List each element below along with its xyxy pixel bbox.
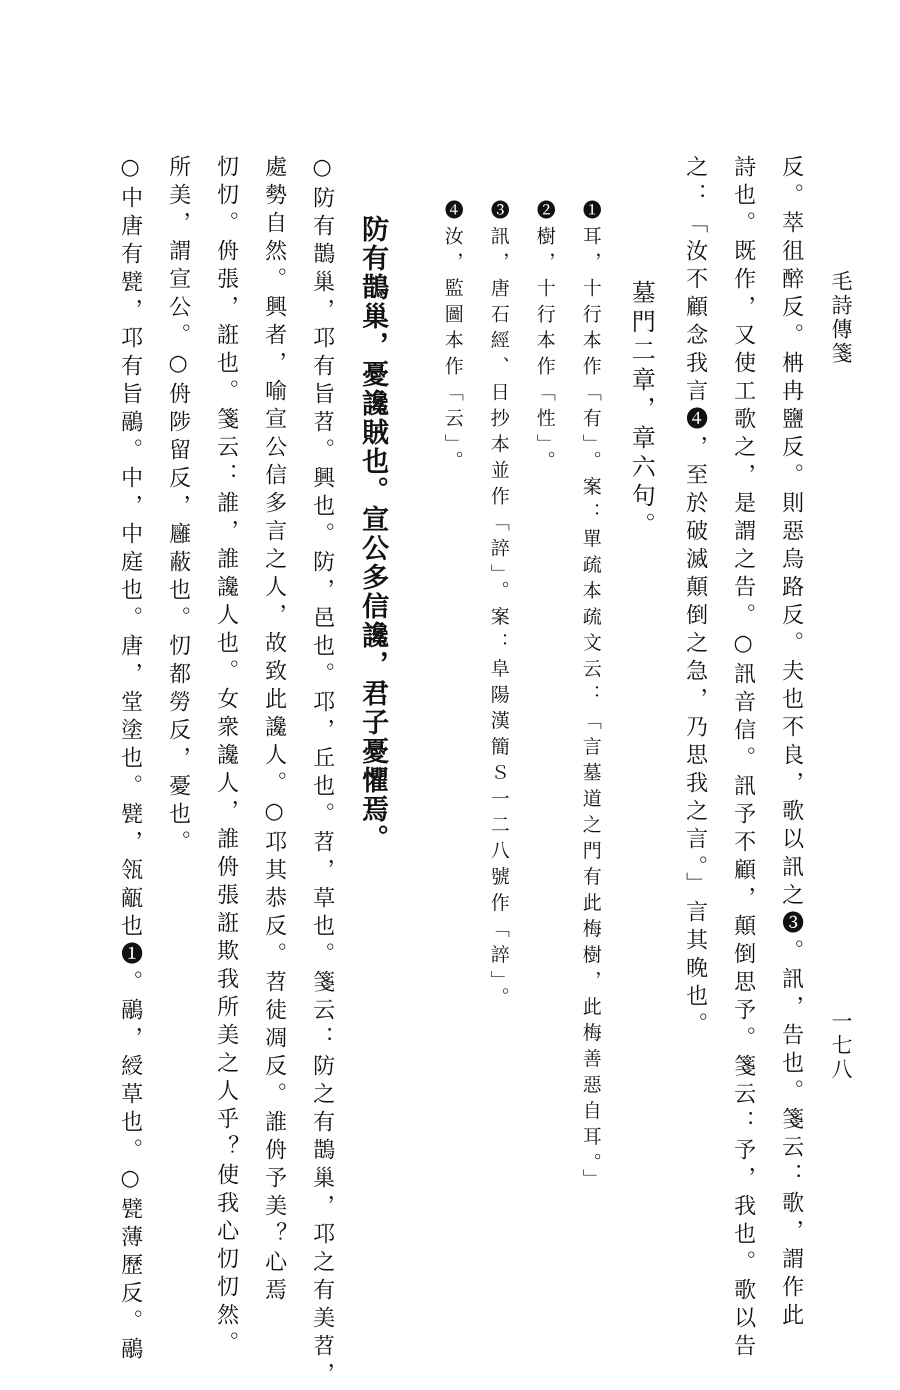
text-column: 反。萃徂醉反。柟冉鹽反。則惡烏路反。夫也不良，歌以訊之❸。訊，告也。箋云：歌，謂作此 bbox=[778, 155, 804, 1331]
footnote: ❶耳，十行本作「有」。案：單疏本疏文云：「言墓道之門有此梅樹，此梅善惡自耳。」 bbox=[579, 200, 602, 1195]
page-number: 一七八 bbox=[829, 1010, 853, 1082]
section-heading: 墓門二章，章六句。 bbox=[627, 280, 656, 541]
text-column: 忉忉。侜張，誑也。箋云：誰，誰讒人也。女衆讒人，誰侜張誑欺我所美之人乎？使我心忉忉然。 bbox=[213, 155, 239, 1359]
footnote: ❹汝，監圖本作「云」。 bbox=[441, 200, 464, 477]
text-column: 所美，謂宣公。○侜陟留反，廱蔽也。忉都勞反，憂也。 bbox=[165, 155, 191, 858]
text-column: 之：「汝不顧念我言❹，至於破滅顛倒之急，乃思我之言。」言其晚也。 bbox=[682, 155, 708, 1040]
text-column: 詩也。既作，又使工歌之，是謂之告。○訊音信。訊予不顧，顛倒思予。箋云：予，我也。歌以告 bbox=[730, 155, 756, 1362]
footnote: ❸訊，唐石經、日抄本並作「誶」。案：阜陽漢簡Ｓ一二八號作「誶」。 bbox=[487, 200, 510, 1013]
text-column: ○防有鵲巢，邛有旨苕。興也。防，邑也。邛，丘也。苕，草也。箋云：防之有鵲巢，邛之有美苕， bbox=[309, 155, 335, 1390]
text-column: ○中唐有甓，邛有旨鷊。中，中庭也。唐，堂塗也。甓，瓴甋也❶。鷊，綬草也。○甓薄歷反。鷊 bbox=[117, 155, 143, 1365]
running-head: 毛詩傳箋 bbox=[829, 270, 853, 366]
footnote: ❷樹，十行本作「性」。 bbox=[533, 200, 556, 477]
poem-preface: 防有鵲巢，憂讒賊也。宣公多信讒，君子憂懼焉。 bbox=[357, 215, 389, 853]
text-column: 處勢自然。興者，喻宣公信多言之人，故致此讒人。○邛其恭反。苕徒凋反。誰侜予美？心焉 bbox=[261, 155, 287, 1306]
